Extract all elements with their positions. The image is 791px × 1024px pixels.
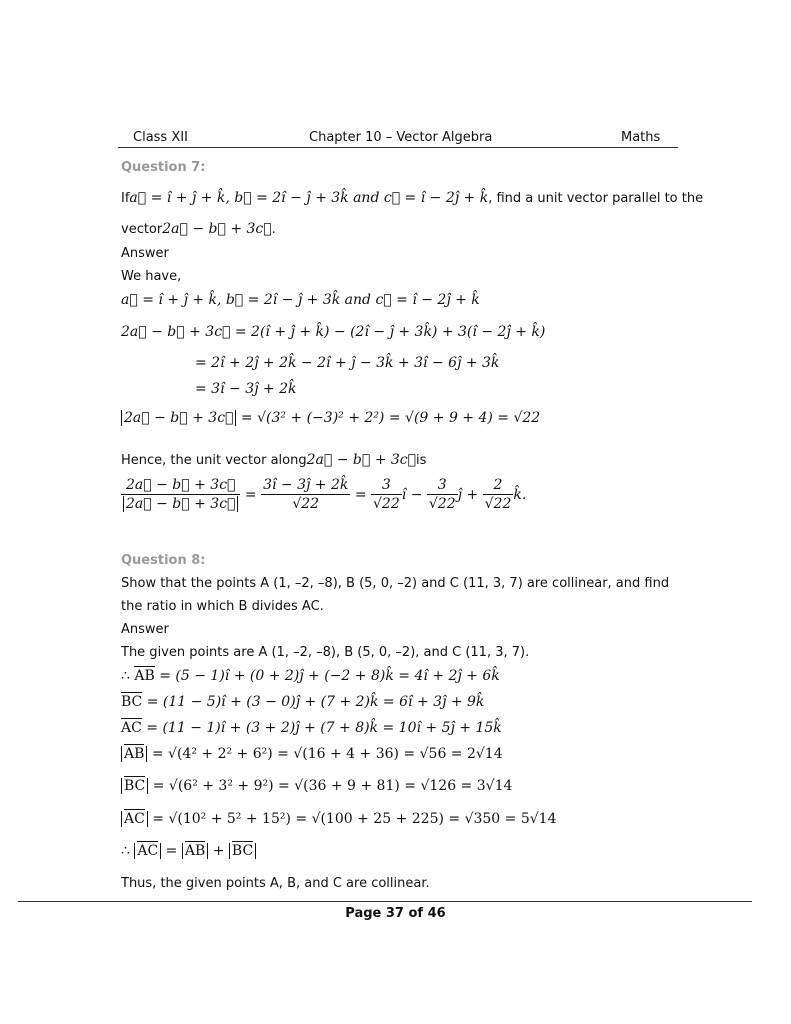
q7-equation-1: a⃗ = î + ĵ + k̂, b⃗ = 2î − ĵ + 3k̂ and c⃗ = î − 2ĵ + k̂ — [121, 292, 480, 308]
question-7-title: Question 7: — [121, 160, 206, 175]
header-chapter: Chapter 10 – Vector Algebra — [309, 130, 493, 145]
q7-k-hat: k̂. — [513, 487, 527, 503]
q7-equation-4: = 3î − 3ĵ + 2k̂ — [195, 381, 297, 397]
q7-frac-1-num: 2a⃗ − b⃗ + 3c⃗ — [121, 477, 240, 495]
header-class: Class XII — [133, 130, 188, 145]
q8-mag-ab-label: AB — [124, 746, 145, 762]
q7-magnitude-equation — [121, 410, 540, 426]
question-8-line-2: the ratio in which B divides AC. — [121, 599, 324, 614]
q7-eq-sign-1: = — [244, 487, 257, 503]
q8-bc-label: BC — [121, 694, 143, 710]
q8-ac-label: AC — [121, 720, 142, 736]
q8-ab-label: AB — [134, 668, 155, 684]
q8-vector-ac — [121, 720, 502, 736]
q7-target-vector: 2a⃗ − b⃗ + 3c⃗ — [162, 221, 272, 237]
q8-mag-ac-rhs: = √(10² + 5² + 15²) = √(100 + 25 + 225) = √350 = 5√14 — [152, 811, 557, 827]
q8-ac-rhs: = (11 − 1)î + (3 + 2)ĵ + (7 + 8)k̂ = 10î + 5ĵ + 15k̂ — [146, 720, 502, 736]
question-8-title: Question 8: — [121, 553, 206, 568]
q7-frac-5 — [483, 477, 514, 513]
q8-rel-ac: AC — [137, 843, 159, 859]
q7-magnitude-lhs: 2a⃗ − b⃗ + 3c⃗ — [121, 410, 236, 426]
q7-j-hat: ĵ — [457, 487, 462, 503]
q7-frac-3-den: √22 — [373, 496, 400, 512]
header-subject: Maths — [621, 130, 661, 145]
q7-if: If — [121, 191, 130, 206]
q7-i-hat: î — [401, 487, 407, 503]
q7-vectors-given: a⃗ = î + ĵ + k̂, b⃗ = 2î − ĵ + 3k̂ and c⃗ = î − 2ĵ + k̂ — [129, 190, 489, 206]
q7-hence-text: Hence, the unit vector along — [121, 453, 307, 468]
q8-mag-ac-label: AC — [124, 811, 145, 827]
q8-given-points: The given points are A (1, –2, –8), B (5, 0, –2), and C (11, 3, 7). — [121, 645, 530, 660]
q8-mag-ab-rhs: = √(4² + 2² + 6²) = √(16 + 4 + 36) = √56 = 2√14 — [151, 746, 503, 762]
q8-magnitude-ab — [121, 746, 503, 762]
question-7-line-1 — [121, 190, 703, 206]
q8-therefore-2: ∴ — [121, 843, 130, 859]
q7-frac-3 — [371, 477, 402, 513]
q7-frac-1 — [121, 477, 240, 513]
q8-magnitude-bc — [121, 778, 512, 794]
q7-frac-4-den: √22 — [428, 496, 456, 512]
q8-ab-rhs: = (5 − 1)î + (0 + 2)ĵ + (−2 + 8)k̂ = 4î + 2ĵ + 6k̂ — [159, 668, 500, 684]
q7-line1-suffix: , find a unit vector parallel to the — [488, 191, 704, 206]
q7-frac-2 — [261, 477, 350, 513]
page-number: Page 37 of 46 — [345, 906, 446, 921]
q8-vector-bc — [121, 694, 484, 710]
q7-magnitude-rhs: = √(3² + (−3)² + 2²) = √(9 + 9 + 4) = √22 — [240, 410, 541, 426]
q7-frac-5-den: √22 — [484, 496, 512, 512]
q7-unit-vector-equation: $\frac{2a⃗ - b⃗ + 3c⃗}{2a⃗ - b⃗ + 3c⃗}$ = $\frac{3î - 3ĵ + 2k̂}{√22}$ = $\frac{3}{√22}$ î − $\frac{3}{√22}$ ĵ + $\frac{2}{√22}$ k̂. — [121, 477, 526, 513]
q7-equation-3: = 2î + 2ĵ + 2k̂ − 2î + ĵ − 3k̂ + 3î − 6ĵ + 3k̂ — [195, 355, 500, 371]
q7-hence-line — [121, 452, 426, 468]
q7-frac-2-den: √22 — [292, 496, 320, 512]
question-7-line-2 — [121, 221, 276, 237]
q7-answer-label: Answer — [121, 246, 169, 261]
q8-therefore-1: ∴ — [121, 668, 130, 684]
q8-magnitude-ac — [121, 811, 556, 827]
q7-we-have: We have, — [121, 269, 182, 284]
q7-frac-1-den: 2a⃗ − b⃗ + 3c⃗ — [123, 496, 238, 512]
q7-frac-4-num: 3 — [427, 477, 458, 495]
q8-bc-rhs: = (11 − 5)î + (3 − 0)ĵ + (7 + 2)k̂ = 6î + 3ĵ + 9k̂ — [146, 694, 485, 710]
q7-hence-vector: 2a⃗ − b⃗ + 3c⃗ — [306, 452, 417, 468]
q8-rel-ab: AB — [184, 843, 206, 859]
q8-sum-relation — [121, 843, 256, 859]
q7-equation-2: 2a⃗ − b⃗ + 3c⃗ = 2(î + ĵ + k̂) − (2î − ĵ + 3k̂) + 3(î − 2ĵ + k̂) — [121, 324, 546, 340]
q7-frac-4 — [427, 477, 458, 513]
footer-divider — [18, 901, 752, 902]
q8-mag-bc-rhs: = √(6² + 3² + 9²) = √(36 + 9 + 81) = √126 = 3√14 — [152, 778, 513, 794]
q8-rel-bc: BC — [231, 843, 254, 859]
q8-conclusion: Thus, the given points A, B, and C are collinear. — [121, 876, 430, 891]
q7-frac-2-num: 3î − 3ĵ + 2k̂ — [263, 477, 349, 493]
q7-period: . — [271, 222, 276, 237]
q8-mag-bc-label: BC — [124, 778, 146, 794]
header-divider — [118, 147, 678, 148]
q8-vector-ab — [121, 668, 500, 684]
question-8-line-1: Show that the points A (1, –2, –8), B (5, 0, –2) and C (11, 3, 7) are collinear, and find — [121, 576, 670, 591]
q8-answer-label: Answer — [121, 622, 169, 637]
q7-vector-word: vector — [121, 222, 163, 237]
q8-rel-plus: + — [212, 843, 225, 859]
q7-is: is — [416, 453, 427, 468]
q7-eq-sign-2: = — [354, 487, 367, 503]
q7-frac-3-num: 3 — [371, 477, 402, 495]
q7-frac-5-num: 2 — [483, 477, 514, 495]
q8-rel-eq: = — [165, 843, 178, 859]
